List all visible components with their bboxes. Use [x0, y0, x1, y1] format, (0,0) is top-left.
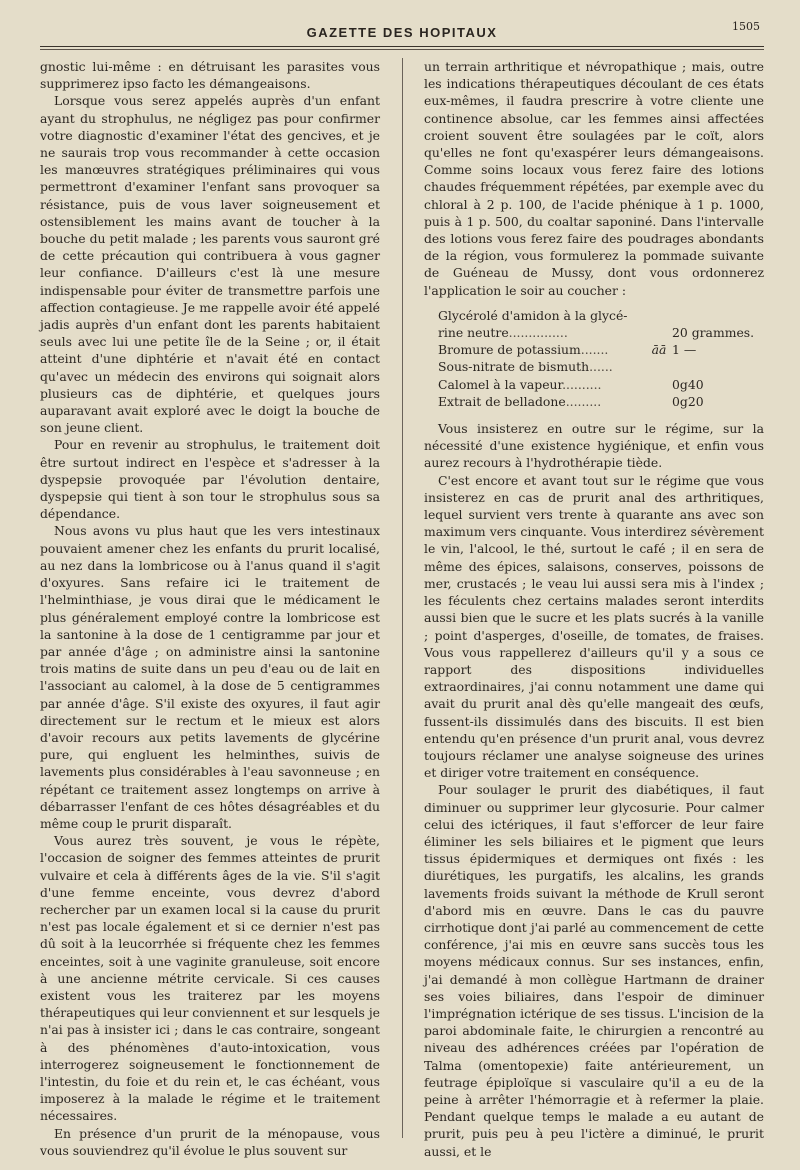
leader-dots: ..........	[562, 376, 602, 392]
running-title: GAZETTE DES HOPITAUX	[306, 25, 498, 40]
right-column-intro: un terrain arthritique et névropathique ; mais, outre les indications thérapeutiques découlant de ces états eux-mêmes, il faudra prescrire à votre cliente une continence absolue, car les femmes ainsi affectées croient souvent être soulagées par le coït, alors qu'elles ne font qu'exaspérer leurs démangeaisons. Comme soins locaux vous ferez faire des lotions chaudes fréquemment répétées, par exemple avec du chloral à 2 p. 100, de l'acide phénique à 1 p. 1000, puis à 1 p. 500, du coaltar saponiné. Dans l'intervalle des lotions vous ferez faire des poudrages abondants de la région, vous formulerez la pommade suivante de Guéneau de Mussy, dont vous ordonnerez l'application le soir au coucher :	[424, 59, 764, 298]
header-rule	[40, 46, 764, 47]
leader-dots: ......	[589, 359, 613, 375]
formula-row	[438, 307, 764, 324]
paragraph: Pour en revenir au strophulus, le traitement doit être surtout indirect en l'espèce et s'adresser à la dyspepsie provoquée par l'évolution dentaire, dyspepsie qui tient à son tour le strophulus sous sa dépendance.	[40, 437, 380, 522]
ingredient-quantity: 0g40	[672, 376, 704, 392]
right-column-paragraphs	[424, 420, 764, 1160]
left-column	[40, 58, 380, 1158]
ingredient-quantity: 20 grammes.	[672, 325, 755, 341]
ingredient-name: Glycérolé d'amidon à la glycé-	[438, 307, 628, 323]
paragraph: Pour soulager le prurit des diabétiques, il faut diminuer ou supprimer leur glycosurie. Pour calmer celui des ictériques, il faut s'efforcer de leur faire éliminer les sels biliaires et le pigment que leurs tissus épidermiques et dermiques ont fixés : les diurétiques, les purgatifs, les alcalins, les grands lavements froids suivant la méthode de Krull seront d'abord mis en œuvre. Dans le cas du pauvre cirrhotique dont j'ai parlé au commencement de cette conférence, j'ai mis en œuvre sans succès tous les moyens médicaux connus. Sur ses instances, enfin, j'ai demandé à mon collègue Hartmann de drainer ses voies biliaires, dans l'espoir de diminuer l'imprégnation ictérique de ses tissus. L'incision de la paroi abdominale faite, le chirurgien a rencontré au niveau des adhérences créées par l'opération de Talma (omentopexie) faite antérieurement, un feutrage épiploïque si vasculaire qu'il a eu de la peine à arrêter l'hémorragie et à refermer la plaie. Pendant quelque temps le malade a eu autant de prurit, puis peu à peu l'ictère a diminué, le prurit aussi, et le	[424, 782, 764, 1159]
header-rule-thin	[40, 49, 764, 50]
text-columns	[40, 58, 764, 1159]
ingredient-name: Calomel à la vapeur..........	[438, 376, 602, 392]
leader-dots: .......	[580, 342, 609, 358]
leader-dots: .........	[565, 393, 602, 409]
paragraph: Lorsque vous serez appelés auprès d'un enfant ayant du strophulus, ne négligez pas pour confirmer votre diagnostic d'examiner l'état des gencives, et je ne saurais trop vous recommander à cette occasion les manœuvres stratégiques préliminaires qui vous permettront d'examiner l'enfant sans provoquer sa résistance, puis de vous laver soigneusement et ostensiblement les mains avant de toucher à la bouche du petit malade ; les parents vous sauront gré de cette précaution qui contribuera à vous gagner leur confiance. D'ailleurs c'est là une mesure indispensable pour éviter de transmettre parfois une affection contagieuse. Je me rappelle avoir été appelé jadis auprès d'un enfant dont les parents habitaient seuls avec lui une petite île de la Seine ; or, il était atteint d'une diphtérie et n'avait été en contact qu'avec un médecin des environs qui soignait alors plusieurs cas de diphtérie, et quelques jours auparavant avait exploré avec le doigt la bouche de son jeune client.	[40, 93, 380, 436]
formula-row	[438, 324, 764, 341]
formula-row	[438, 358, 764, 375]
ingredient-name: rine neutre...............	[438, 325, 568, 341]
paragraph: C'est encore et avant tout sur le régime que vous insisterez en cas de prurit anal des arthritiques, lequel survient vers trente à quarante ans avec son maximum vers cinquante. Vous interdirez sévèrement le vin, l'alcool, le thé, surtout le café ; il en sera de même des épices, salaisons, conserves, poissons de mer, crustacés ; le veau lui aussi sera mis à l'index ; les féculents chez certains malades seront interdits aussi bien que le sucre et les plats sucrés à la vanille ; point d'asperges, d'oseille, de tomates, de fraises. Vous vous rappellerez d'ailleurs qu'il y a sous ce rapport des dispositions individuelles extraordinaires, j'ai connu notamment une dame qui avait du prurit anal dès qu'elle mangeait des œufs, fussent-ils dissimulés dans des biscuits. Il est bien entendu qu'en présence d'un prurit anal, vous devrez toujours réclamer une analyse soigneuse des urines et diriger votre traitement en conséquence.	[424, 472, 764, 781]
dosage-brace: āā	[651, 342, 667, 358]
page-number: 1505	[732, 20, 760, 33]
leader-dots: ...............	[508, 325, 568, 341]
paragraph: Vous insisterez en outre sur le régime, sur la nécessité d'une existence hygiénique, et enfin vous aurez recours à l'hydrothérapie tiède.	[424, 421, 764, 471]
column-divider	[402, 58, 403, 1138]
paragraph: Nous avons vu plus haut que les vers intestinaux pouvaient amener chez les enfants du prurit localisé, au nez dans la lombricose ou à l'anus quand il s'agit d'oxyures. Sans refaire ici le traitement de l'helminthiase, je vous dirai que le médicament le plus généralement employé contre la lombricose est la santonine à la dose de 1 centigramme par jour et par année d'âge ; on administre ainsi la santonine trois matins de suite dans un peu d'eau ou de lait en l'associant au calomel, à la dose de 5 centigrammes par année d'âge. S'il existe des oxyures, il faut agir directement sur le rectum et le mieux est alors d'avoir recours aux petits lavements de glycérine pure, qui engluent les helminthes, suivis de lavements plus considérables à l'eau savonneuse ; en répétant ce traitement assez longtemps on arrive à débarrasser l'enfant de ces hôtes désagréables et du même coup le prurit disparaît.	[40, 523, 380, 831]
ingredient-name: Extrait de belladone.........	[438, 393, 602, 409]
ingredient-name: Bromure de potassium.......	[438, 342, 609, 358]
formula-row	[438, 376, 764, 393]
paragraph: Vous aurez très souvent, je vous le répète, l'occasion de soigner des femmes atteintes de prurit vulvaire et cela à différents âges de la vie. S'il s'agit d'une femme enceinte, vous devrez d'abord rechercher par un examen local si la cause du prurit n'est pas locale également et si ce dernier n'est pas dû soit à la leucorrhée si fréquente chez les femmes enceintes, soit à une vaginite granuleuse, soit encore à une ancienne métrite cervicale. Si ces causes existent vous les traiterez par les moyens thérapeutiques qui leur conviennent et sur lesquels je n'ai pas à insister ici ; dans le cas contraire, songeant à des phénomènes d'auto-intoxication, vous interrogerez soigneusement le fonctionnement de l'intestin, du foie et du rein et, le cas échéant, vous imposerez à la malade le régime et le traitement nécessaires.	[40, 833, 380, 1124]
ingredient-quantity: 0g20	[672, 393, 704, 409]
paragraph: En présence d'un prurit de la ménopause, vous vous souviendrez qu'il évolue le plus souvent sur	[40, 1125, 380, 1158]
prescription-formula	[438, 307, 764, 410]
ingredient-quantity: 1 —	[672, 342, 697, 358]
formula-row	[438, 341, 764, 358]
page-header	[40, 14, 764, 40]
right-column	[424, 58, 764, 1159]
paragraph: gnostic lui-même : en détruisant les parasites vous supprimerez ipso facto les démangeaisons.	[40, 59, 380, 92]
formula-row	[438, 393, 764, 410]
ingredient-name: Sous-nitrate de bismuth......	[438, 359, 613, 375]
